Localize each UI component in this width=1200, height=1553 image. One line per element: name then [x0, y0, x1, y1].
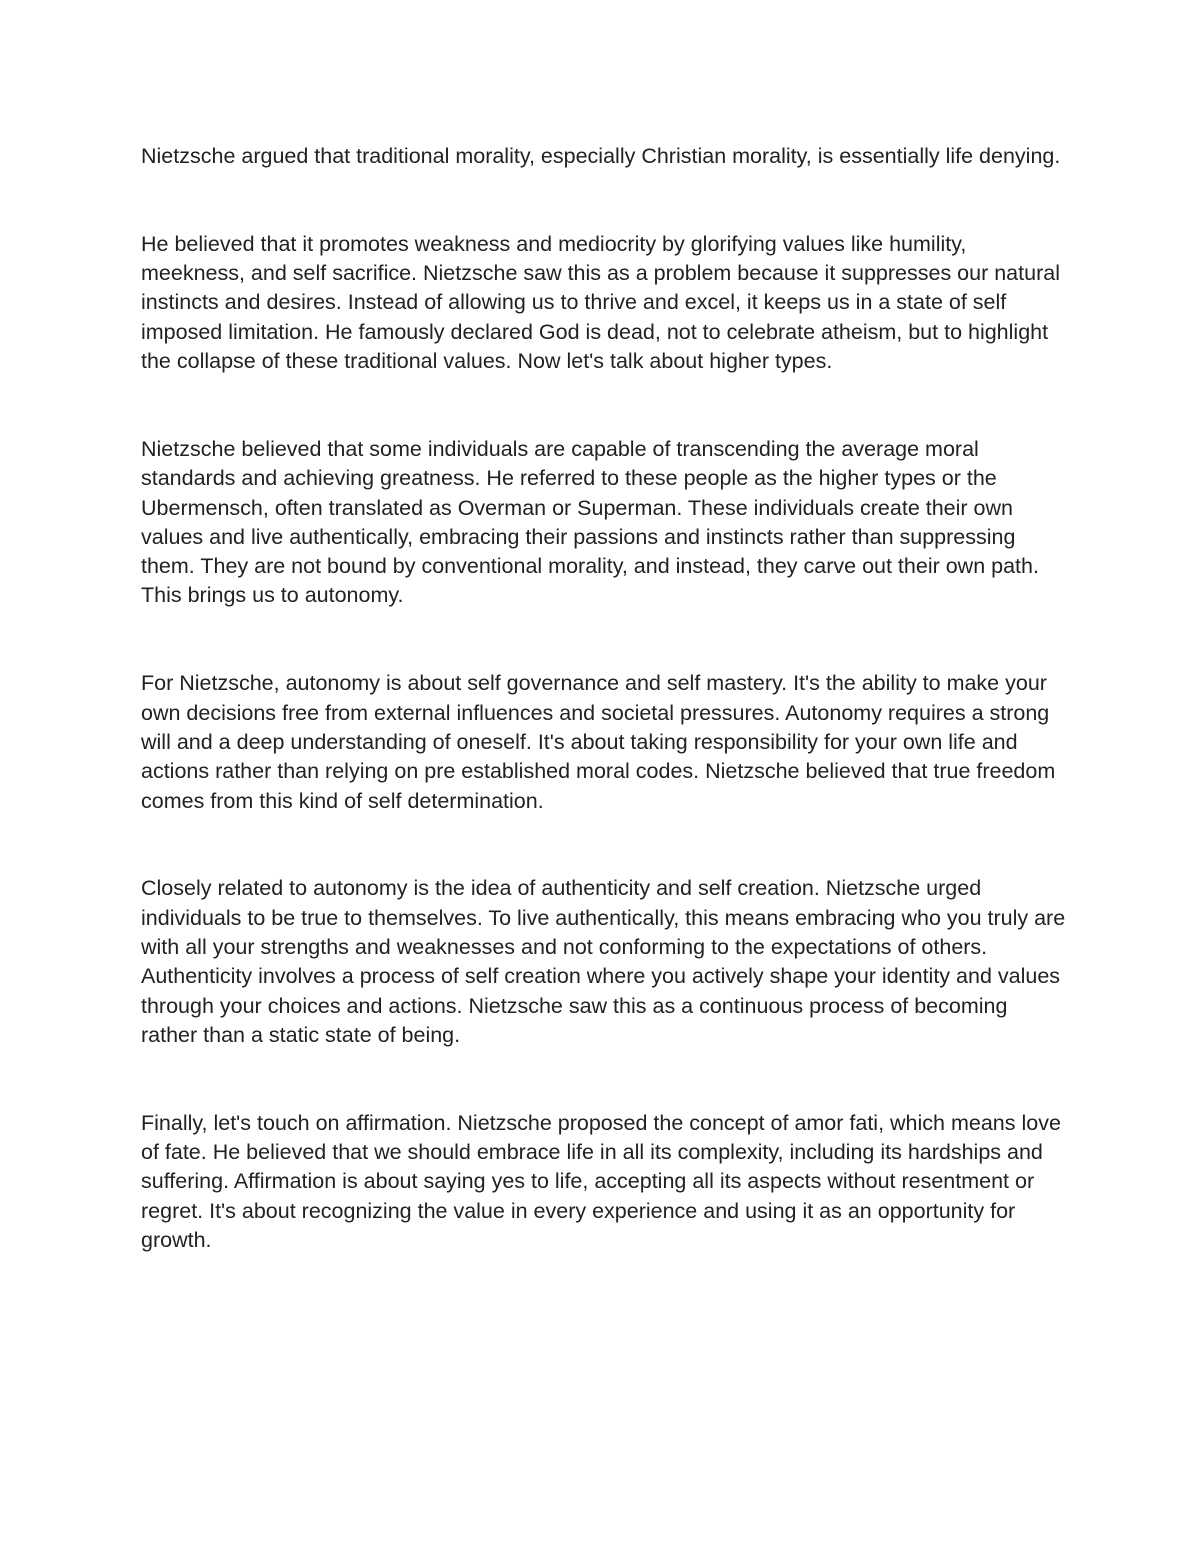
paragraph-higher-types: Nietzsche believed that some individuals are capable of transcending the average moral standards and achieving greatness. He referred to these people as the higher types or the Ubermensch, often translated as Overman or Superman. These individuals create their own values and live authentically, embracing their passions and instincts rather than suppressing them. They are not bound by conventional morality, and instead, they carve out their own path. This brings us to autonomy. [141, 436, 1039, 608]
document-body [141, 142, 1066, 1255]
paragraph-affirmation: Finally, let's touch on affirmation. Nietzsche proposed the concept of amor fati, which means love of fate. He believed that we should embrace life in all its complexity, including its hardships and suffering. Affirmation is about saying yes to life, accepting all its aspects without resentment or regret. It's about recognizing the value in every experience and using it as an opportunity for growth. [141, 1110, 1061, 1252]
paragraph-spacer [141, 171, 1066, 230]
paragraph-weakness: He believed that it promotes weakness and mediocrity by glorifying values like humility, meekness, and self sacrifice. Nietzsche saw this as a problem because it suppresses our natural instincts and desires. Instead of allowing us to thrive and excel, it keeps us in a state of self imposed limitation. He famously declared God is dead, not to celebrate atheism, but to highlight the collapse of these traditional values. Now let's talk about higher types. [141, 231, 1060, 374]
paragraph-spacer [141, 376, 1066, 435]
paragraph-autonomy: For Nietzsche, autonomy is about self governance and self mastery. It's the ability to make your own decisions free from external influences and societal pressures. Autonomy requires a strong will and a deep understanding of oneself. It's about taking responsibility for your own life and actions rather than relying on pre established moral codes. Nietzsche believed that true freedom comes from this kind of self determination. [141, 671, 1056, 813]
paragraph-spacer [141, 816, 1066, 875]
paragraph-authenticity: Closely related to autonomy is the idea of authenticity and self creation. Nietzsche urged individuals to be true to themselves. To live authentically, this means embracing who you truly are with all your strengths and weaknesses and not conforming to the expectations of others. Authenticity involves a process of self creation where you actively shape your identity and values through your choices and actions. Nietzsche saw this as a continuous process of becoming rather than a static state of being. [141, 876, 1066, 1047]
paragraph-morality: Nietzsche argued that traditional morality, especially Christian morality, is essentially life denying. [141, 144, 1061, 168]
paragraph-spacer [141, 1050, 1066, 1109]
paragraph-spacer [141, 611, 1066, 670]
